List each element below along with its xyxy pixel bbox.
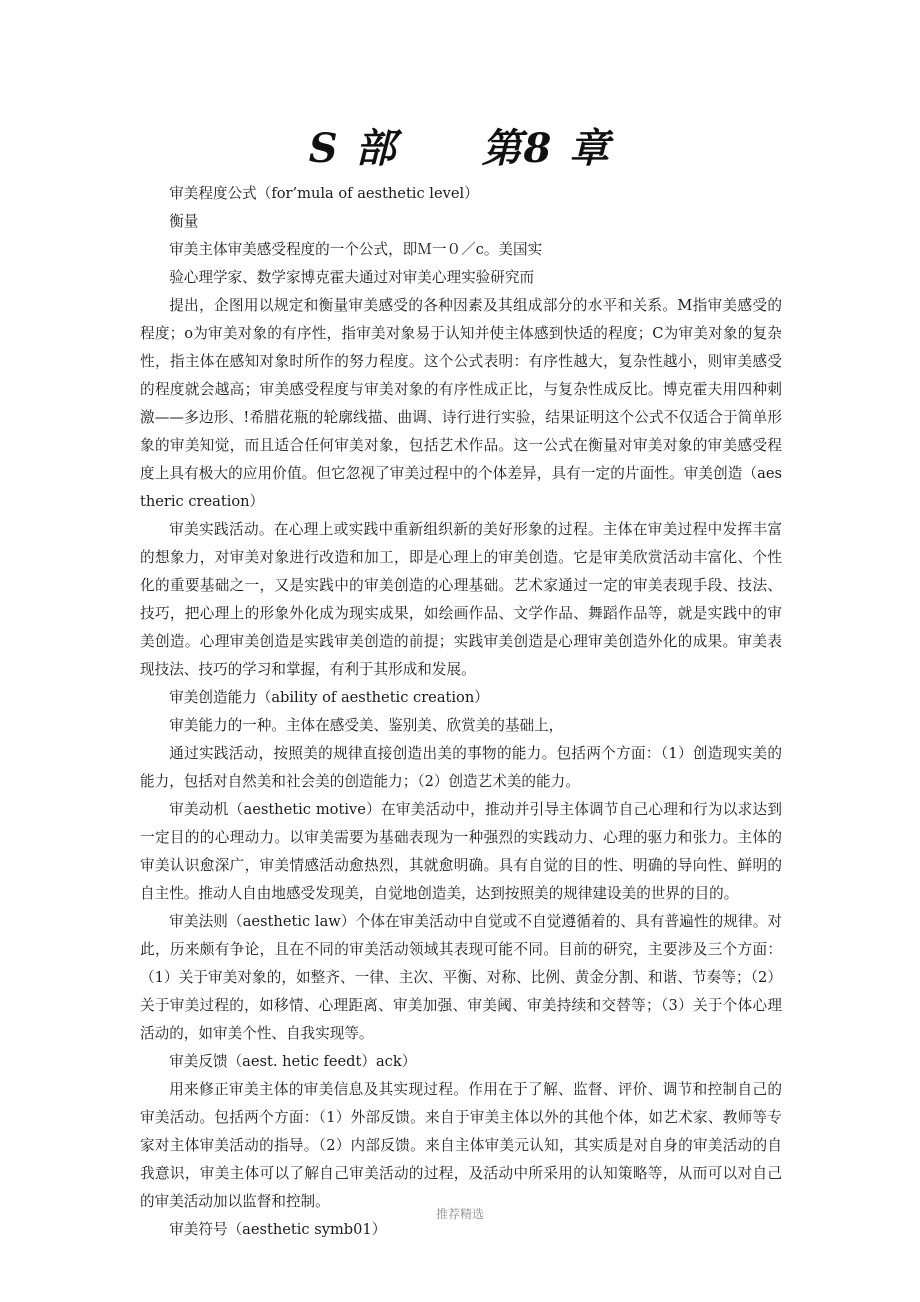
paragraph-motive: 审美动机（aesthetic motive）在审美活动中，推动并引导主体调节自己心理和行为以求达到一定目的的心理动力。以审美需要为基础表现为一种强烈的实践动力、心理的驱力和张力。主体的审美认识愈深广，审美情感活动愈热烈，其就愈明确。具有自觉的目的性、明确的导向性、鲜明的自主性。推动人自由地感受发现美，自觉地创造美，达到按照美的规律建设美的世界的目的。 [140, 801, 782, 902]
paragraph-formula-origin: 验心理学家、数学家博克霍夫通过对审美心理实验研究而 [169, 269, 535, 286]
paragraph-formula-explain: 提出，企图用以规定和衡量审美感受的各种因素及其组成部分的水平和关系。M指审美感受的程度；o为审美对象的有序性，指审美对象易于认知并使主体感到快适的程度；C为审美对象的复杂性，指主体在感知对象时所作的努力程度。这个公式表明：有序性越大，复杂性越小，则审美感受的程度就会越高；审美感受程度与审美对象的有序性成正比，与复杂性成反比。博克霍夫用四种刺激——多边形、!希腊花瓶的轮廓线描、曲调、诗行进行实验，结果证明这个公式不仅适合于简单形象的审美知觉，而且适合任何审美对象，包括艺术作品。这一公式在衡量对审美对象的审美感受程度上具有极大的应用价值。但它忽视了审美过程中的个体差异，具有一定的片面性。审美创造（aestheric creation） [140, 297, 782, 510]
paragraph-feedback-def: 用来修正审美主体的审美信息及其实现过程。作用在于了解、监督、评价、调节和控制自己的审美活动。包括两个方面：（1）外部反馈。来自于审美主体以外的其他个体，如艺术家、教师等专家对主体审美活动的指导。（2）内部反馈。来自主体审美元认知，其实质是对自身的审美活动的自我意识，审美主体可以了解自己审美活动的过程，及活动中所采用的认知策略等，从而可以对自己的审美活动加以监督和控制。 [140, 1081, 782, 1210]
paragraph-creation-ability-term: 审美创造能力（ability of aesthetic creation） [169, 689, 489, 706]
paragraph-creation-ability-def: 审美能力的一种。主体在感受美、鉴别美、欣赏美的基础上， [169, 717, 564, 734]
paragraph-feedback-term: 审美反馈（aest. hetic feedt）ack） [169, 1053, 417, 1070]
paragraph-creation-ability-detail: 通过实践活动，按照美的规律直接创造出美的事物的能力。包括两个方面：（1）创造现实美的能力，包括对自然美和社会美的创造能力；（2）创造艺术美的能力。 [140, 745, 782, 790]
paragraph-law: 审美法则（aesthetic law）个体在审美活动中自觉或不自觉遵循着的、具有普遍性的规律。对此，历来颇有争论，且在不同的审美活动领域其表现可能不同。目前的研究，主要涉及三个方面：（1）关于审美对象的，如整齐、一律、主次、平衡、对称、比例、黄金分割、和谐、节奏等；（2）关于审美过程的，如移情、心理距离、审美加强、审美阈、审美持续和交替等；（3）关于个体心理活动的，如审美个性、自我实现等。 [140, 913, 782, 1042]
document-body [140, 180, 782, 1244]
paragraph-formula-term: 审美程度公式（for’mula of aesthetic level） [169, 185, 479, 202]
page-footer: 推荐精选 [435, 1207, 484, 1221]
paragraph-symbol-term: 审美符号（aesthetic symb01） [169, 1221, 387, 1238]
paragraph-creation-def: 审美实践活动。在心理上或实践中重新组织新的美好形象的过程。主体在审美过程中发挥丰富的想象力，对审美对象进行改造和加工，即是心理上的审美创造。它是审美欣赏活动丰富化、个性化的重要基础之一，又是实践中的审美创造的心理基础。艺术家通过一定的审美表现手段、技法、技巧，把心理上的形象外化成为现实成果，如绘画作品、文学作品、舞蹈作品等，就是实践中的审美创造。心理审美创造是实践审美创造的前提；实践审美创造是心理审美创造外化的成果。审美表现技法、技巧的学习和掌握，有利于其形成和发展。 [140, 521, 782, 678]
chapter-title: S 部 第8 章 [308, 125, 612, 172]
paragraph-formula-def: 审美主体审美感受程度的一个公式，即Ｍ一０／c。美国实 [169, 241, 543, 258]
paragraph-measure: 衡量 [169, 213, 199, 230]
